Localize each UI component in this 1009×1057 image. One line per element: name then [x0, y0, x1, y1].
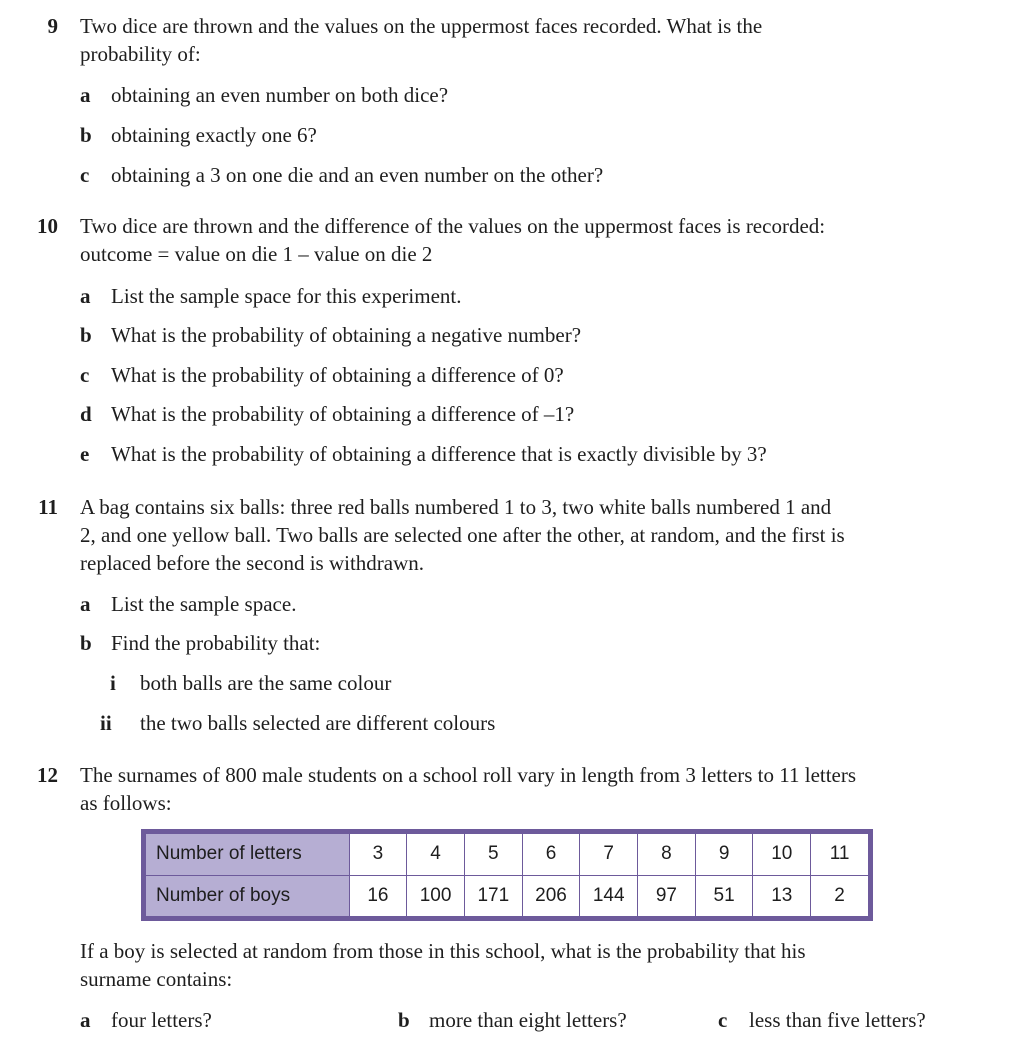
subpart-ii: ii the two balls selected are different colours [100, 711, 496, 735]
question-stem: Two dice are thrown and the values on the uppermost faces recorded. What is the probability of: [80, 14, 763, 66]
table-cell: 11 [811, 834, 869, 876]
table-cell: 144 [580, 875, 638, 917]
part-b: b Find the probability that: [80, 631, 321, 655]
followup-text: If a boy is selected at random from those in this school, what is the probability that his surname contains: [80, 939, 806, 991]
part-b: b more than eight letters? [398, 1008, 627, 1032]
table-cell: 8 [638, 834, 696, 876]
part-c: c obtaining a 3 on one die and an even number on the other? [80, 163, 604, 187]
subpart-i: i both balls are the same colour [110, 671, 392, 695]
part-a: a obtaining an even number on both dice? [80, 83, 449, 107]
part-c: c less than five letters? [718, 1008, 926, 1032]
table-cell: 13 [753, 875, 811, 917]
question-number: 9 [47, 14, 58, 38]
table-cell: 4 [407, 834, 465, 876]
question-stem: The surnames of 800 male students on a school roll vary in length from 3 letters to 11 letters as follows: [80, 763, 857, 815]
question-number: 11 [38, 495, 58, 519]
question-stem: A bag contains six balls: three red balls numbered 1 to 3, two white balls numbered 1 and 2, and one yellow ball. Two balls are selected one after the other, at random, and the first is replaced before the second is withdrawn. [80, 495, 845, 575]
table-row [146, 834, 869, 876]
table-row [146, 875, 869, 917]
question-number: 10 [37, 214, 58, 238]
question-number: 12 [37, 763, 58, 787]
table-cell: 100 [407, 875, 465, 917]
question-stem: Two dice are thrown and the difference of the values on the uppermost faces is recorded: outcome = value on die 1 – value on die 2 [80, 214, 826, 266]
table-cell: 16 [349, 875, 407, 917]
part-a: a four letters? [80, 1008, 212, 1032]
table-cell: 206 [522, 875, 580, 917]
data-table [145, 833, 869, 917]
table-cell: 3 [349, 834, 407, 876]
table-cell: 97 [638, 875, 696, 917]
table-cell: 51 [695, 875, 753, 917]
part-c: c What is the probability of obtaining a difference of 0? [80, 363, 564, 387]
table-cell: 5 [464, 834, 522, 876]
row-header: Number of letters [146, 834, 350, 876]
table-cell: 171 [464, 875, 522, 917]
table-cell: 9 [695, 834, 753, 876]
part-a: a List the sample space. [80, 592, 297, 616]
table-cell: 10 [753, 834, 811, 876]
part-a: a List the sample space for this experiment. [80, 284, 462, 308]
part-b: b obtaining exactly one 6? [80, 123, 317, 147]
part-e: e What is the probability of obtaining a difference that is exactly divisible by 3? [80, 442, 767, 466]
surname-length-table [141, 829, 873, 921]
table-cell: 2 [811, 875, 869, 917]
part-b: b What is the probability of obtaining a negative number? [80, 323, 582, 347]
table-cell: 6 [522, 834, 580, 876]
table-cell: 7 [580, 834, 638, 876]
part-d: d What is the probability of obtaining a difference of –1? [80, 402, 575, 426]
row-header: Number of boys [146, 875, 350, 917]
